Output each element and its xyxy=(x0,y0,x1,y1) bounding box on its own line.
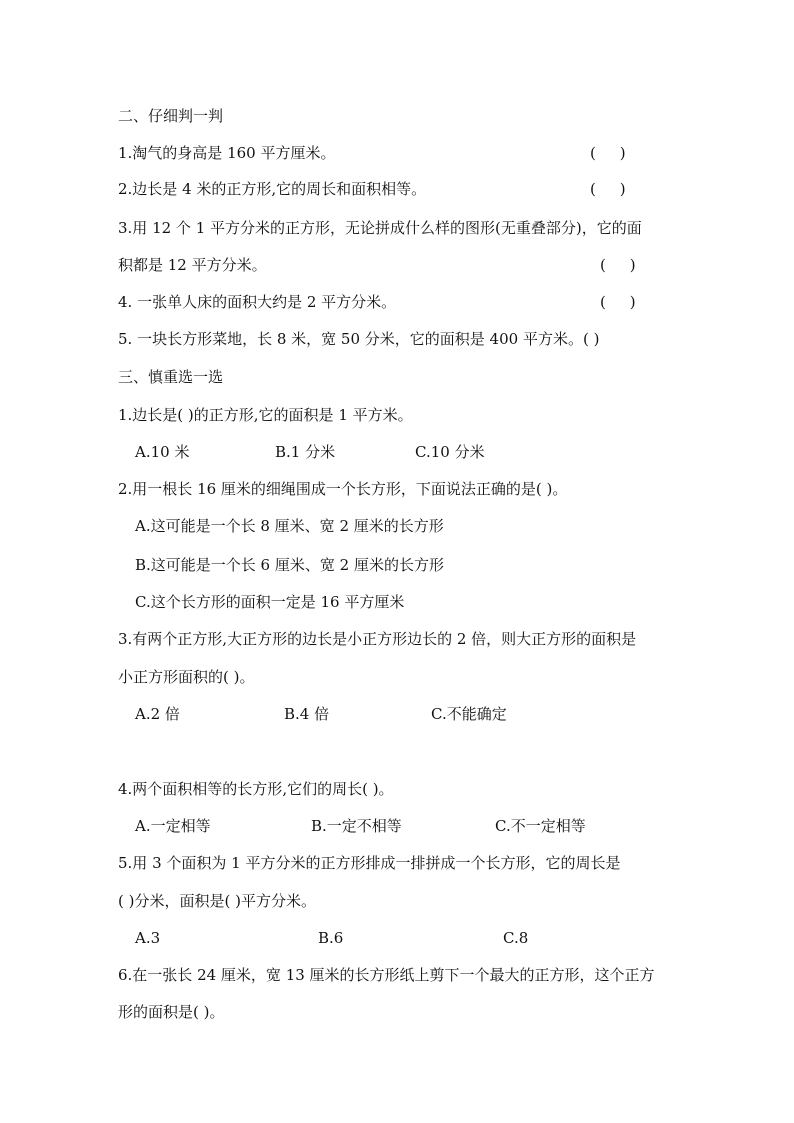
q2-option-a[interactable]: A.这可能是一个长 8 厘米、宽 2 厘米的长方形 xyxy=(135,517,444,535)
q2-option-b[interactable]: B.这可能是一个长 6 厘米、宽 2 厘米的长方形 xyxy=(135,556,444,574)
choice-question-1: 1.边长是( )的正方形,它的面积是 1 平方米。 xyxy=(118,406,413,424)
q1-option-c[interactable]: C.10 分米 xyxy=(415,443,485,461)
q2-option-c[interactable]: C.这个长方形的面积一定是 16 平方厘米 xyxy=(135,593,405,611)
q3-option-c[interactable]: C.不能确定 xyxy=(431,705,507,723)
choice-question-2: 2.用一根长 16 厘米的细绳围成一个长方形，下面说法正确的是( )。 xyxy=(118,480,568,498)
choice-question-6-continued: 形的面积是( )。 xyxy=(118,1003,225,1021)
section-title-judge: 二、仔细判一判 xyxy=(118,107,224,125)
q5-option-a[interactable]: A.3 xyxy=(135,929,161,947)
judge-item-4: 4. 一张单人床的面积大约是 2 平方分米。 xyxy=(118,293,397,311)
q1-option-b[interactable]: B.1 分米 xyxy=(275,443,336,461)
section-title-choose: 三、慎重选一选 xyxy=(118,368,224,386)
choice-question-3-continued: 小正方形面积的( )。 xyxy=(118,668,255,686)
q4-option-b[interactable]: B.一定不相等 xyxy=(311,817,402,835)
judge-answer-blank-2[interactable]: ( ) xyxy=(590,180,626,198)
choice-question-5: 5.用 3 个面积为 1 平方分米的正方形排成一排拼成一个长方形，它的周长是 xyxy=(118,854,621,872)
judge-item-1: 1.淘气的身高是 160 平方厘米。 xyxy=(118,144,336,162)
judge-item-5: 5. 一块长方形菜地，长 8 米，宽 50 分米，它的面积是 400 平方米。( ) xyxy=(118,330,600,348)
judge-answer-blank-4[interactable]: ( ) xyxy=(600,293,636,311)
choice-question-6: 6.在一张长 24 厘米，宽 13 厘米的长方形纸上剪下一个最大的正方形，这个正方 xyxy=(118,966,655,984)
choice-question-4: 4.两个面积相等的长方形,它们的周长( )。 xyxy=(118,780,394,798)
q3-option-b[interactable]: B.4 倍 xyxy=(284,705,330,723)
choice-question-5-continued: ( )分米，面积是( )平方分米。 xyxy=(118,892,316,910)
judge-item-2: 2.边长是 4 米的正方形,它的周长和面积相等。 xyxy=(118,180,427,198)
judge-item-3-continued: 积都是 12 平方分米。 xyxy=(118,256,267,274)
q5-option-c[interactable]: C.8 xyxy=(503,929,529,947)
q4-option-c[interactable]: C.不一定相等 xyxy=(495,817,586,835)
q4-option-a[interactable]: A.一定相等 xyxy=(135,817,211,835)
judge-answer-blank-3[interactable]: ( ) xyxy=(600,256,636,274)
q5-option-b[interactable]: B.6 xyxy=(318,929,344,947)
q1-option-a[interactable]: A.10 米 xyxy=(135,443,190,461)
choice-question-3: 3.有两个正方形,大正方形的边长是小正方形边长的 2 倍，则大正方形的面积是 xyxy=(118,630,637,648)
judge-answer-blank-1[interactable]: ( ) xyxy=(590,144,626,162)
q3-option-a[interactable]: A.2 倍 xyxy=(135,705,180,723)
judge-item-3: 3.用 12 个 1 平方分米的正方形，无论拼成什么样的图形(无重叠部分)，它的面 xyxy=(118,219,642,237)
